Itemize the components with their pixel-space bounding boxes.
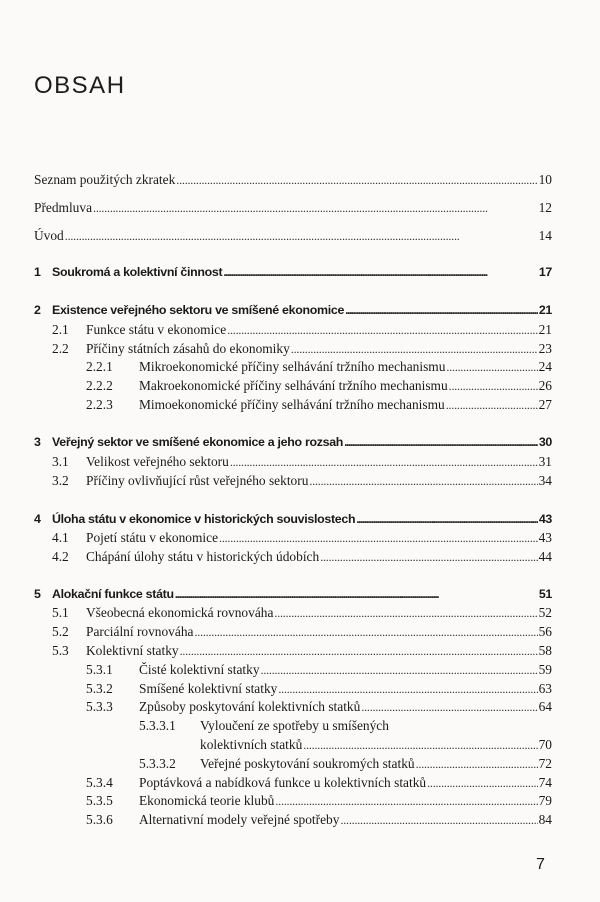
toc-entry-page: 14 — [538, 228, 552, 243]
toc-entry-title: Příčiny státních zásahů do ekonomiky — [86, 341, 290, 356]
dot-leader — [275, 791, 537, 811]
toc-entry-title: Alokační funkce státu — [52, 587, 174, 601]
dot-leader — [278, 679, 537, 699]
dot-leader — [65, 226, 538, 246]
toc-entry-title: Alternativní modely veřejné spotřeby — [139, 812, 340, 827]
dot-leader — [219, 528, 538, 548]
dot-leader — [344, 432, 538, 452]
toc-entry-title: Předmluva — [34, 200, 93, 215]
toc-entry-number: 1 — [34, 265, 41, 279]
toc-entry-title: Funkce státu v ekonomice — [86, 322, 227, 337]
toc-entry-page: 59 — [538, 662, 552, 677]
toc-entry-number: 5.3.5 — [86, 793, 113, 808]
toc-entry-title: Mikroekonomické příčiny selhávání tržního mechanismu — [139, 359, 446, 374]
toc-entry-title: Soukromá a kolektivní činnost — [52, 265, 223, 279]
toc-entry-title: Chápání úlohy státu v historických údobích — [86, 549, 320, 564]
toc-entry-number: 3.1 — [52, 454, 69, 469]
toc-entry-number: 5.3.3.1 — [139, 718, 176, 733]
toc-entry-page: 84 — [538, 812, 552, 827]
toc-entry-number: 5.3.3.2 — [139, 756, 176, 771]
dot-leader — [446, 357, 537, 377]
toc-entry-title: Smíšené kolektivní statky — [139, 681, 278, 696]
toc-entry-page: 43 — [538, 512, 552, 526]
dot-leader — [449, 376, 538, 396]
page-title: OBSAH — [34, 72, 126, 99]
toc-entry-page: 26 — [538, 378, 552, 393]
toc-entry-number: 4 — [34, 512, 41, 526]
dot-leader — [227, 320, 537, 340]
toc-entry-page: 21 — [538, 303, 552, 317]
toc-entry-number: 5.3 — [52, 643, 69, 658]
toc-entry-title: Veřejný sektor ve smíšené ekonomice a jeho rozsah — [52, 435, 344, 449]
toc-entry-page: 21 — [538, 322, 552, 337]
toc-entry-number: 2.2.1 — [86, 359, 113, 374]
toc-entry-number: 5 — [34, 587, 41, 601]
toc-entry-title: Seznam použitých zkratek — [34, 172, 176, 187]
toc-entry-title: Úloha státu v ekonomice v historických souvislostech — [52, 512, 356, 526]
dot-leader — [93, 198, 538, 218]
dot-leader — [261, 660, 538, 680]
dot-leader — [320, 547, 537, 567]
toc-entry-title: Existence veřejného sektoru ve smíšené ekonomice — [52, 303, 345, 317]
toc-entry-title: Způsoby poskytování kolektivních statků — [139, 699, 361, 714]
toc-entry-title: Úvod — [34, 228, 64, 243]
toc-entry-number: 2.2 — [52, 341, 69, 356]
toc-entry-title: Ekonomická teorie klubů — [139, 793, 275, 808]
toc-entry-page: 10 — [538, 172, 552, 187]
toc-entry-page: 51 — [538, 587, 552, 601]
toc-entry-page: 56 — [538, 624, 552, 639]
toc-entry-number: 5.3.4 — [86, 775, 113, 790]
toc-entry-page: 70 — [538, 737, 552, 752]
toc-entry-number: 5.3.3 — [86, 699, 113, 714]
dot-leader — [291, 339, 538, 359]
toc-entry-page: 34 — [538, 473, 552, 488]
dot-leader — [175, 584, 538, 604]
toc-entry-title: Parciální rovnováha — [86, 624, 194, 639]
toc-entry-page: 79 — [538, 793, 552, 808]
toc-entry-page: 64 — [538, 699, 552, 714]
toc-entry-title: kolektivních statků — [200, 737, 303, 752]
dot-leader — [194, 622, 537, 642]
toc-entry-page: 52 — [538, 605, 552, 620]
toc-entry-number: 2.1 — [52, 322, 69, 337]
toc-entry-title: Všeobecná ekonomická rovnováha — [86, 605, 274, 620]
dot-leader — [356, 509, 538, 529]
toc-entry-number: 5.1 — [52, 605, 69, 620]
toc-entry-page: 72 — [538, 756, 552, 771]
dot-leader — [309, 471, 537, 491]
toc-entry-number: 5.3.6 — [86, 812, 113, 827]
toc-entry-page: 44 — [538, 549, 552, 564]
toc-entry-page: 24 — [538, 359, 552, 374]
dot-leader — [180, 641, 538, 661]
toc-entry-page: 27 — [538, 397, 552, 412]
toc-entry-number: 4.1 — [52, 530, 69, 545]
dot-leader — [446, 395, 538, 415]
toc-entry-title: Poptávková a nabídková funkce u kolektivních statků — [139, 775, 427, 790]
dot-leader — [176, 170, 537, 190]
toc-entry-page: 43 — [538, 530, 552, 545]
toc-entry-title: Pojetí státu v ekonomice — [86, 530, 219, 545]
dot-leader — [303, 735, 537, 755]
toc-entry-page: 58 — [538, 643, 552, 658]
toc-entry-page: 30 — [538, 435, 552, 449]
dot-leader — [416, 754, 538, 774]
dot-leader — [274, 603, 537, 623]
toc-entry-title: Příčiny ovlivňující růst veřejného sektoru — [86, 473, 309, 488]
toc-entry-title: Mimoekonomické příčiny selhávání tržního mechanismu — [139, 397, 445, 412]
toc-entry-number: 2 — [34, 303, 41, 317]
toc-entry-page: 12 — [538, 200, 552, 215]
toc-entry-number: 3.2 — [52, 473, 69, 488]
page-number: 7 — [536, 856, 545, 873]
toc-entry-number: 2.2.2 — [86, 378, 113, 393]
dot-leader — [223, 262, 537, 282]
toc-entry-title: Vyloučení ze spotřeby u smíšených — [200, 718, 389, 733]
toc-entry-title: Veřejné poskytování soukromých statků — [200, 756, 415, 771]
toc-entry-page: 74 — [538, 775, 552, 790]
dot-leader — [345, 300, 538, 320]
dot-leader — [361, 697, 537, 717]
toc-entry-number: 5.3.2 — [86, 681, 113, 696]
dot-leader — [230, 452, 538, 472]
toc-entry-title: Čisté kolektivní statky — [139, 662, 260, 677]
toc-entry-number: 5.3.1 — [86, 662, 113, 677]
dot-leader — [427, 773, 538, 793]
toc-entry-page: 17 — [538, 265, 552, 279]
toc-entry-number: 3 — [34, 435, 41, 449]
toc-entry-page: 63 — [538, 681, 552, 696]
toc-entry-page: 31 — [538, 454, 552, 469]
toc-entry-title: Kolektivní statky — [86, 643, 179, 658]
dot-leader — [340, 810, 537, 830]
toc-entry-title: Makroekonomické příčiny selhávání tržního mechanismu — [139, 378, 448, 393]
toc-entry-number: 2.2.3 — [86, 397, 113, 412]
toc-entry-number: 4.2 — [52, 549, 69, 564]
toc-entry-number: 5.2 — [52, 624, 69, 639]
toc-entry-title: Velikost veřejného sektoru — [86, 454, 229, 469]
toc-entry-page: 23 — [538, 341, 552, 356]
